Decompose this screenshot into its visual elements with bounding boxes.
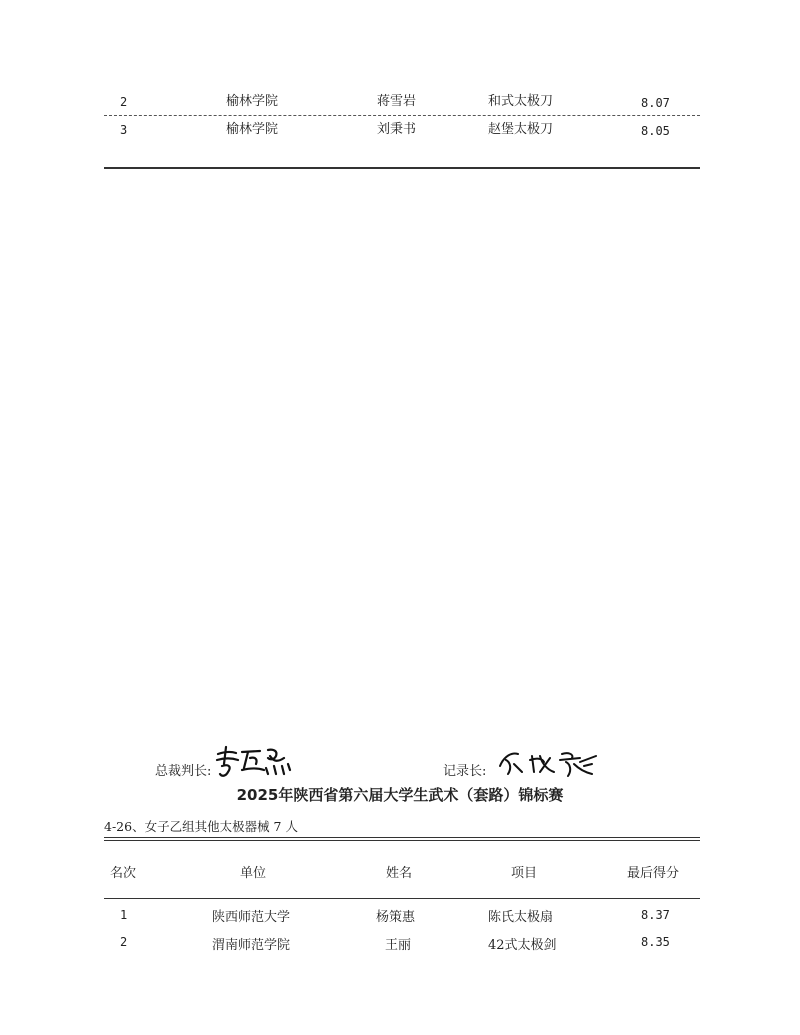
name-cell: 杨策惠	[376, 910, 416, 925]
score-cell: 8.37	[641, 908, 670, 922]
rank-cell: 3	[120, 123, 128, 137]
unit-cell: 陕西师范大学	[212, 910, 291, 925]
unit-cell: 榆林学院	[226, 94, 279, 109]
rank-cell: 2	[120, 95, 128, 109]
row-divider	[104, 115, 700, 116]
event-subtitle: 4-26、女子乙组其他太极器械 7 人	[104, 819, 298, 834]
unit-cell: 榆林学院	[226, 122, 279, 137]
chief-judge-signature	[214, 744, 294, 780]
header-event: 项目	[511, 866, 538, 881]
event-cell: 赵堡太极刀	[488, 122, 554, 137]
rank-cell: 1	[120, 908, 128, 922]
header-divider	[104, 898, 700, 899]
header-name: 姓名	[386, 866, 413, 881]
event-title: 2025年陕西省第六届大学生武术（套路）锦标赛	[236, 786, 564, 804]
table-top-rule	[104, 837, 700, 838]
header-rank: 名次	[110, 866, 137, 881]
header-unit: 单位	[240, 866, 267, 881]
table-bottom-rule	[104, 167, 700, 169]
header-score: 最后得分	[627, 866, 680, 881]
name-cell: 刘秉书	[377, 122, 417, 137]
chief-judge-label: 总裁判长:	[155, 764, 212, 779]
rank-cell: 2	[120, 935, 128, 949]
score-cell: 8.35	[641, 935, 670, 949]
name-cell: 王丽	[385, 938, 412, 953]
recorder-signature	[496, 746, 606, 780]
recorder-label: 记录长:	[443, 764, 487, 779]
table-top-rule-inner	[104, 840, 700, 841]
score-cell: 8.05	[641, 124, 670, 138]
event-cell: 和式太极刀	[488, 94, 554, 109]
score-cell: 8.07	[641, 96, 670, 110]
name-cell: 蒋雪岩	[377, 94, 417, 109]
unit-cell: 渭南师范学院	[212, 938, 291, 953]
event-cell: 42式太极剑	[488, 938, 557, 953]
event-cell: 陈氏太极扇	[488, 910, 554, 925]
